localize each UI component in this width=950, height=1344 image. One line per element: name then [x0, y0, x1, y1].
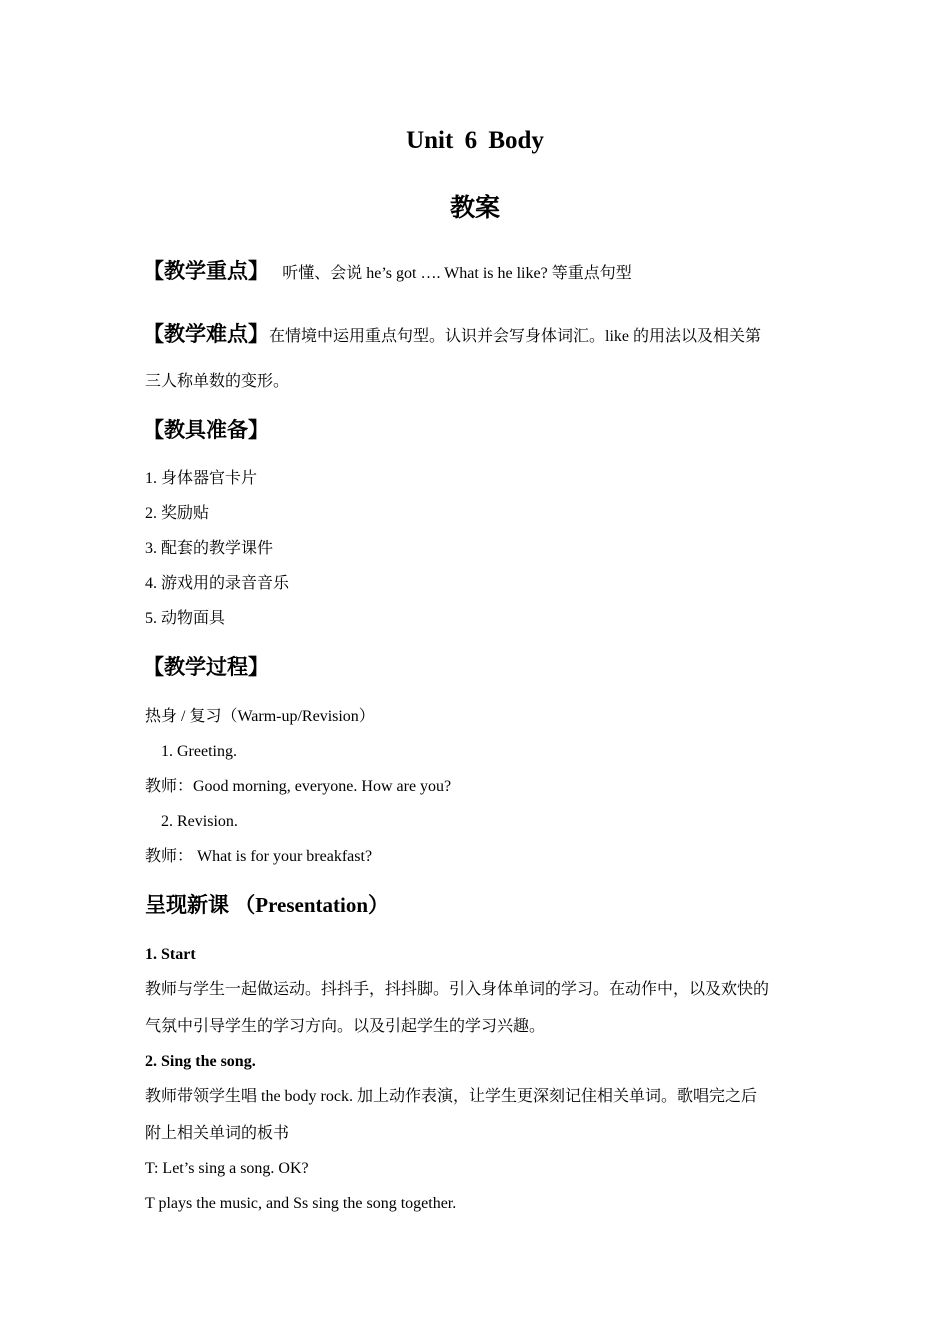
difficulties-text-1: 在情境中运用重点句型。认识并会写身体词汇。like 的用法以及相关第 [269, 328, 761, 345]
dialog-line-1: T: Let’s sing a song. OK? [145, 1160, 309, 1177]
step-2-text-1: 教师带领学生唱 the body rock. 加上动作表演，让学生更深刻记住相关单词。歌唱完之后 [145, 1088, 757, 1105]
teacher-line-1: 教师：Good morning, everyone. How are you? [145, 778, 452, 795]
dialog-line-2: T plays the music, and Ss sing the song together. [145, 1195, 457, 1212]
materials-label: 【教具准备】 [143, 418, 269, 442]
teacher-line-2: 教师： What is for your breakfast? [145, 848, 373, 865]
materials-item: 5. 动物面具 [145, 610, 226, 627]
materials-item: 3. 配套的教学课件 [145, 540, 274, 557]
step-2-title: 2. Sing the song. [145, 1053, 256, 1070]
difficulties-label: 【教学难点】 [143, 322, 269, 346]
difficulties-text-2: 三人称单数的变形。 [145, 373, 290, 390]
warmup-item-1: 1. Greeting. [161, 743, 237, 760]
materials-item: 2. 奖励贴 [145, 505, 210, 522]
step-1-title: 1. Start [145, 946, 196, 963]
materials-item: 4. 游戏用的录音音乐 [145, 575, 290, 592]
doc-subtitle: 教案 [449, 195, 500, 222]
doc-title: Unit 6 Body [406, 127, 544, 154]
difficulties-line [143, 324, 761, 345]
key-points-label: 【教学重点】 [143, 259, 269, 283]
warmup-item-2: 2. Revision. [161, 813, 238, 830]
step-1-text-1: 教师与学生一起做运动。抖抖手，抖抖脚。引入身体单词的学习。在动作中，以及欢快的 [145, 981, 770, 998]
warmup-heading: 热身 / 复习（Warm-up/Revision） [145, 708, 375, 725]
step-2-text-2: 附上相关单词的板书 [145, 1125, 290, 1142]
process-label: 【教学过程】 [143, 655, 269, 679]
step-1-text-2: 气氛中引导学生的学习方向。以及引起学生的学习兴趣。 [145, 1018, 546, 1035]
materials-item: 1. 身体器官卡片 [145, 470, 258, 487]
key-points-text: 听懂、会说 he’s got …. What is he like? 等重点句型 [282, 265, 632, 282]
presentation-heading: 呈现新课 （Presentation） [145, 893, 390, 917]
key-points-line [143, 261, 632, 282]
